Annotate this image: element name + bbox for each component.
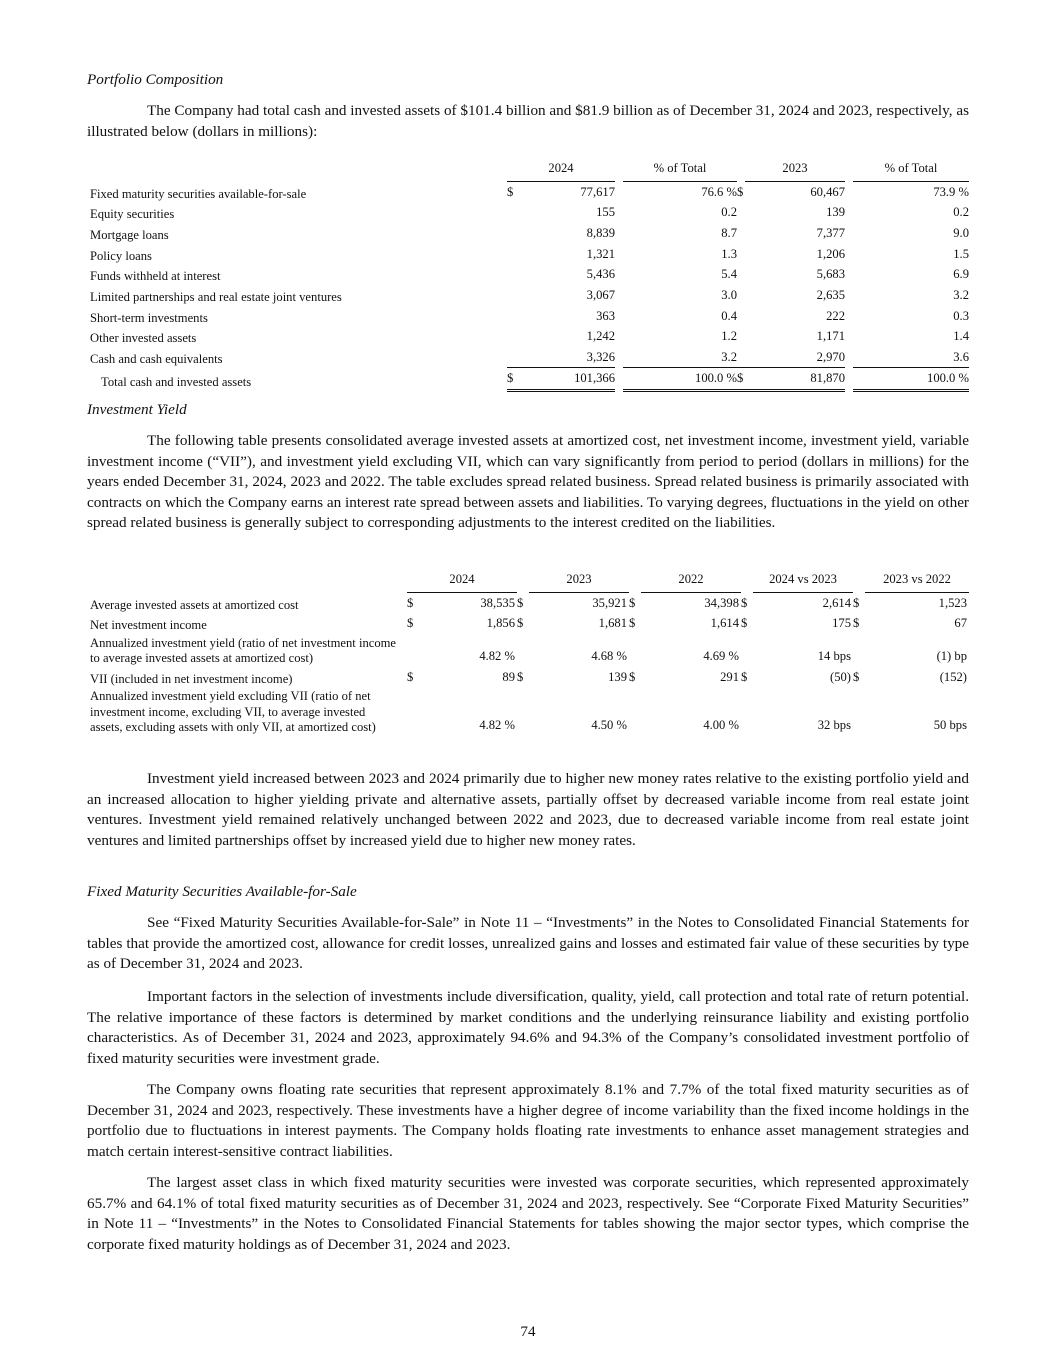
value-2023: 1,206 [816,246,845,261]
value-2024: 101,366 [515,368,615,391]
value-2024: 3,067 [586,287,615,302]
cell-value: 4.69 % [703,649,739,664]
currency-symbol [517,634,529,667]
currency-symbol: $ [407,595,414,610]
currency-symbol [629,687,641,736]
currency-symbol: $ [853,669,860,684]
table-row [87,347,969,368]
cell-value: (152) [939,669,967,684]
yield-table [87,569,969,736]
currency-symbol [507,305,515,326]
value-2024: 3,326 [515,347,615,368]
row-label: Annualized investment yield (ratio of net investment income to average invested assets at amortized cost) [90,635,397,666]
currency-symbol: $ [741,616,748,631]
currency-symbol: $ [629,669,636,684]
cell-value: 139 [608,669,627,684]
table-row [87,687,969,736]
col-header: % of Total [884,161,938,175]
spacer [615,305,623,326]
cell-value: 1,614 [710,616,739,631]
spacer [845,368,853,391]
currency-symbol [737,347,745,368]
value-2023: 60,467 [810,184,845,199]
percent-2024: 0.4 [721,308,737,323]
cell-value: 2,614 [822,595,851,610]
percent-2023: 6.9 [953,267,969,282]
currency-symbol: $ [407,616,414,631]
table-row [87,305,969,326]
percent-2024: 8.7 [721,225,737,240]
value-2024: 1,242 [586,329,615,344]
fixed-heading: Fixed Maturity Securities Available-for-Sale [87,883,357,900]
spacer [615,181,623,202]
col-header: 2022 [678,572,704,586]
col-header: 2024 vs 2023 [769,572,837,586]
currency-symbol: $ [737,184,744,199]
value-2024: 8,839 [586,225,615,240]
value-2024: 77,617 [580,184,615,199]
cell-value: 50 bps [933,718,967,733]
percent-2024: 1.3 [721,246,737,261]
spacer [845,223,853,244]
portfolio-header-row [87,158,969,181]
currency-symbol [737,202,745,223]
col-header: % of Total [653,161,707,175]
value-2023: 81,870 [745,368,845,391]
currency-symbol [737,243,745,264]
row-label: Funds withheld at interest [90,269,221,284]
percent-2024: 100.0 % [623,368,737,391]
currency-symbol [853,687,865,736]
currency-symbol [853,634,865,667]
col-header: 2024 [449,572,475,586]
table-row [87,326,969,347]
spacer [845,264,853,285]
row-label: Total cash and invested assets [101,374,252,389]
percent-2024: 5.4 [721,267,737,282]
currency-symbol [737,326,745,347]
row-label: Fixed maturity securities available-for-sale [90,186,307,201]
percent-2023: 73.9 % [933,184,969,199]
cell-value: 1,523 [938,595,967,610]
percent-2023: 9.0 [953,225,969,240]
currency-symbol: $ [629,616,636,631]
percent-2024: 3.0 [721,287,737,302]
yield-analysis: Investment yield increased between 2023 and 2024 primarily due to higher new money rates relative to the existing portfolio yield and an increased allocation to higher yielding private and alternative assets, partially offset by decreased variable income from real estate joint ventures. Investment yield remained relatively unchanged between 2022 and 2023, due to decreased variable income from real estate joint ventures and limited partnerships offset by increased yield due to higher new money rates. [87,770,969,849]
spacer [615,347,623,368]
row-label: Short-term investments [90,310,208,325]
currency-symbol: $ [517,669,524,684]
cell-value: 32 bps [817,718,851,733]
portfolio-intro: The Company had total cash and invested assets of $101.4 billion and $81.9 billion as of December 31, 2024 and 2023, respectively, as illustrated below (dollars in millions): [87,102,969,140]
total-row [87,368,969,391]
spacer [615,243,623,264]
table-row [87,223,969,244]
spacer [845,181,853,202]
value-2023: 5,683 [816,267,845,282]
spacer [845,243,853,264]
cell-value: 89 [502,669,515,684]
currency-symbol: $ [853,595,860,610]
spacer [845,305,853,326]
value-2023: 139 [826,205,845,220]
cell-value: 67 [954,616,967,631]
page-number: 74 [520,1323,536,1340]
currency-symbol [507,223,515,244]
currency-symbol: $ [741,669,748,684]
cell-value: (1) bp [936,649,967,664]
percent-2023: 3.2 [953,287,969,302]
percent-2023: 100.0 % [853,368,969,391]
cell-value: 4.50 % [591,718,627,733]
row-label: Policy loans [90,248,152,263]
portfolio-heading: Portfolio Composition [87,71,224,88]
spacer [845,326,853,347]
percent-2023: 1.5 [953,246,969,261]
yield-heading: Investment Yield [87,401,187,418]
currency-symbol [517,687,529,736]
currency-symbol: $ [853,616,860,631]
value-2023: 1,171 [816,329,845,344]
spacer [845,285,853,306]
col-header: 2024 [548,161,574,175]
col-header: 2023 [782,161,808,175]
value-2024: 5,436 [586,267,615,282]
percent-2024: 3.2 [623,347,737,368]
row-label: VII (included in net investment income) [90,671,293,686]
currency-symbol: $ [741,595,748,610]
value-2023: 7,377 [816,225,845,240]
value-2023: 222 [826,308,845,323]
table-row [87,667,969,688]
fixed-paragraph-1: See “Fixed Maturity Securities Available-for-Sale” in Note 11 – “Investments” in the Notes to Consolidated Financial Statements for tables that provide the amortized cost, allowance for credit losses, unrealized gains and losses and estimated fair value of these securities by type as of December 31, 2024 and 2023. [87,914,969,972]
row-label: Average invested assets at amortized cost [90,597,299,612]
currency-symbol: $ [407,669,414,684]
currency-symbol [741,634,753,667]
cell-value: 1,681 [598,616,627,631]
value-2024: 363 [596,308,615,323]
currency-symbol [737,305,745,326]
cell-value: 14 bps [817,649,851,664]
fixed-paragraph-3: The Company owns floating rate securities that represent approximately 8.1% and 7.7% of the total fixed maturity securities as of December 31, 2024 and 2023, respectively. These investments have a higher degree of income variability than the fixed income holdings in the portfolio due to fluctuations in interest payments. The Company holds floating rate investments to enhance asset management strategies and match certain interest-sensitive contract liabilities. [87,1081,969,1160]
currency-symbol [507,285,515,306]
value-2023: 2,635 [816,287,845,302]
percent-2024: 76.6 % [701,184,737,199]
percent-2023: 3.6 [853,347,969,368]
row-label: Limited partnerships and real estate joint ventures [90,289,342,304]
currency-symbol: $ [507,368,515,391]
table-row [87,264,969,285]
spacer [615,326,623,347]
table-row [87,202,969,223]
portfolio-table [87,158,969,392]
percent-2023: 0.2 [953,205,969,220]
spacer [615,264,623,285]
currency-symbol [507,243,515,264]
currency-symbol: $ [517,616,524,631]
spacer [615,285,623,306]
spacer [615,223,623,244]
currency-symbol [737,223,745,244]
cell-value: 4.00 % [703,718,739,733]
currency-symbol: $ [507,184,514,199]
yield-intro: The following table presents consolidated average invested assets at amortized cost, net investment income, investment yield, variable investment income (“VII”), and investment yield excluding VII, which can vary significantly from period to period (dollars in millions) for the years ended December 31, 2024, 2023 and 2022. The table excludes spread related business. Spread related business is primarily associated with contracts on which the Company earns an interest rate spread between assets and liabilities. To varying degrees, fluctuations in the yield on other spread related business is generally subject to corresponding adjustments to the interest credited on the liabilities. [87,432,969,531]
spacer [845,347,853,368]
table-row [87,613,969,634]
cell-value: 34,398 [704,595,739,610]
currency-symbol: $ [517,595,524,610]
spacer [615,202,623,223]
cell-value: 1,856 [486,616,515,631]
percent-2023: 1.4 [953,329,969,344]
currency-symbol [507,326,515,347]
currency-symbol: $ [737,368,745,391]
currency-symbol [507,347,515,368]
fixed-paragraph-2: Important factors in the selection of investments include diversification, quality, yield, call protection and total rate of return potential. The relative importance of these factors is determined by market conditions and the underlying reinsurance liability and existing portfolio characteristics. As of December 31, 2024 and 2023, approximately 94.6% and 94.3% of the Company’s consolidated investment portfolio of fixed maturity securities were investment grade. [87,988,969,1067]
currency-symbol [507,264,515,285]
cell-value: 175 [832,616,851,631]
spacer [845,202,853,223]
row-label: Annualized investment yield excluding VII (ratio of net investment income, excluding VII, to average invested assets, excluding assets with only VII, at amortized cost) [90,689,376,735]
row-label: Net investment income [90,618,207,633]
row-label: Cash and cash equivalents [90,352,223,367]
cell-value: 4.82 % [479,649,515,664]
row-label: Mortgage loans [90,227,169,242]
row-label: Other invested assets [90,331,197,346]
spacer [615,368,623,391]
value-2024: 1,321 [586,246,615,261]
yield-header-row [87,569,969,592]
cell-value: 291 [720,669,739,684]
cell-value: 35,921 [592,595,627,610]
currency-symbol [741,687,753,736]
table-row [87,634,969,667]
percent-2023: 0.3 [953,308,969,323]
value-2024: 155 [596,205,615,220]
cell-value: (50) [830,669,851,684]
cell-value: 38,535 [480,595,515,610]
cell-value: 4.68 % [591,649,627,664]
currency-symbol: $ [629,595,636,610]
col-header: 2023 vs 2022 [883,572,951,586]
currency-symbol [629,634,641,667]
currency-symbol [507,202,515,223]
col-header: 2023 [566,572,592,586]
currency-symbol [737,264,745,285]
currency-symbol [407,687,417,736]
row-label: Equity securities [90,207,175,222]
percent-2024: 1.2 [721,329,737,344]
currency-symbol [407,634,417,667]
percent-2024: 0.2 [721,205,737,220]
table-row [87,592,969,613]
table-row [87,243,969,264]
value-2023: 2,970 [745,347,845,368]
table-row [87,181,969,202]
cell-value: 4.82 % [479,718,515,733]
fixed-paragraph-4: The largest asset class in which fixed maturity securities were invested was corporate securities, which represented approximately 65.7% and 64.1% of total fixed maturity securities as of December 31, 2024 and 2023, respectively. See “Corporate Fixed Maturity Securities” in Note 11 – “Investments” in the Notes to Consolidated Financial Statements for tables showing the major sector types, which comprise the corporate fixed maturity holdings as of December 31, 2024 and 2023. [87,1174,969,1253]
table-row [87,285,969,306]
currency-symbol [737,285,745,306]
